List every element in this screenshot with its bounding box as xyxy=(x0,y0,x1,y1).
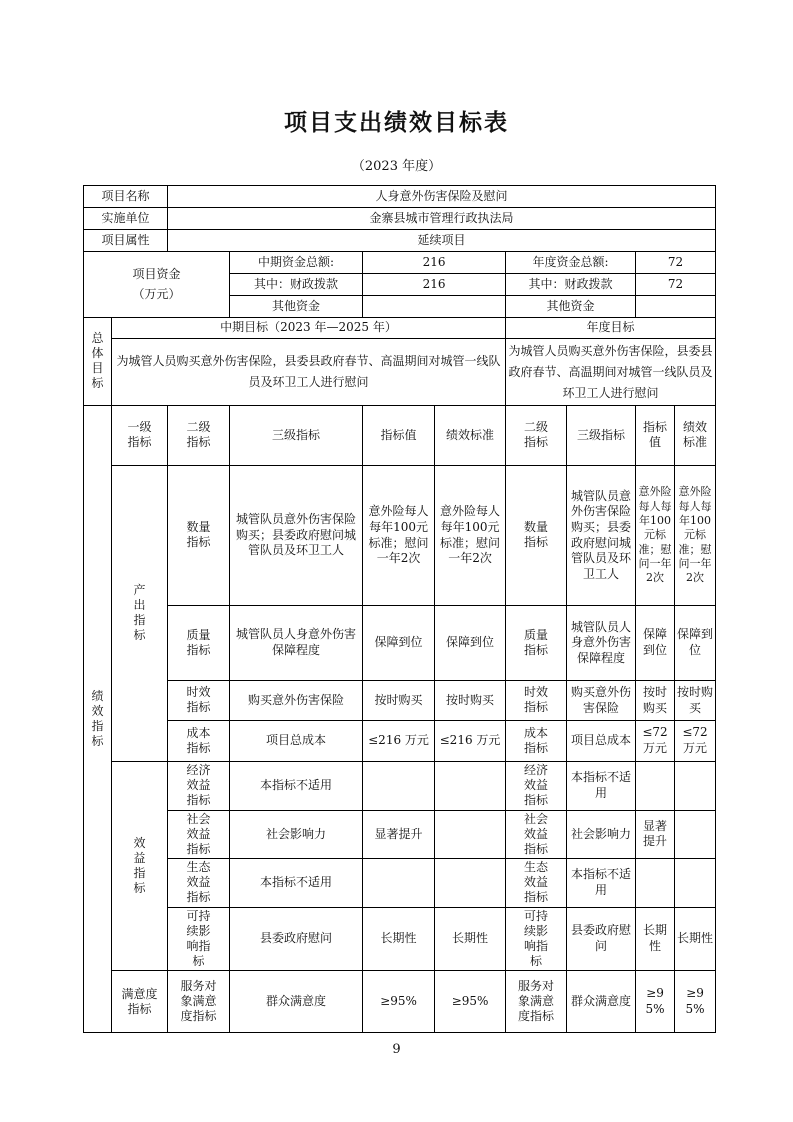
row-quantity xyxy=(84,466,716,606)
attr-label: 项目属性 xyxy=(84,230,168,252)
project-name-label: 项目名称 xyxy=(84,186,168,208)
cost-standard-right: ≤72 万元 xyxy=(675,721,716,762)
quality-standard: 保障到位 xyxy=(435,606,506,681)
service-lvl3: 群众满意度 xyxy=(230,971,363,1033)
lvl1-header: 一级指标 xyxy=(127,420,152,450)
social-lvl3-right: 社会影响力 xyxy=(567,810,636,859)
attr-value: 延续项目 xyxy=(168,230,716,252)
quality-lvl3: 城管队员人身意外伤害保障程度 xyxy=(230,606,363,681)
row-social xyxy=(84,810,716,859)
service-value-right: ≥95% xyxy=(636,971,675,1033)
funds-label: 项目资金（万元） xyxy=(132,267,181,301)
quantity-standard: 意外险每人每年100元标准；慰问一年2次 xyxy=(435,466,506,606)
cost-lvl2-right: 成本指标 xyxy=(524,725,549,755)
row-service xyxy=(84,971,716,1033)
economic-lvl2: 经济效益指标 xyxy=(186,763,211,807)
sustainable-value-right: 长期性 xyxy=(636,907,675,971)
service-standard-right: ≥95% xyxy=(675,971,716,1033)
sustainable-lvl2: 可持续影响指标 xyxy=(186,908,211,968)
timeliness-standard-right: 按时购买 xyxy=(675,681,716,721)
row-goal-text xyxy=(84,339,716,406)
sustainable-lvl2-right: 可持续影响指标 xyxy=(524,908,549,968)
performance-table xyxy=(83,185,716,1033)
social-value-right: 显著提升 xyxy=(636,810,675,859)
unit-label: 实施单位 xyxy=(84,208,168,230)
sustainable-lvl3: 县委政府慰问 xyxy=(230,907,363,971)
ecological-lvl2-right: 生态效益指标 xyxy=(524,860,549,905)
row-project-name xyxy=(84,186,716,208)
cost-value: ≤216 万元 xyxy=(363,721,435,762)
year-label: （2023 年度） xyxy=(351,159,442,174)
ecological-lvl3: 本指标不适用 xyxy=(230,859,363,908)
service-lvl2: 服务对象满意度指标 xyxy=(180,979,217,1024)
row-quality xyxy=(84,606,716,681)
benefit-group-label: 效益指标 xyxy=(133,835,146,895)
page-title: 项目支出绩效目标表 xyxy=(284,110,509,136)
unit-value: 金寨县城市管理行政执法局 xyxy=(168,208,716,230)
perf-label: 绩效指标 xyxy=(91,688,104,748)
quality-value: 保障到位 xyxy=(363,606,435,681)
quantity-lvl2-right: 数量指标 xyxy=(524,520,549,550)
quantity-standard-right: 意外险每人每年100元标准；慰问一年2次 xyxy=(675,466,716,606)
timeliness-lvl2: 时效指标 xyxy=(186,685,211,715)
year-goal-header: 年度目标 xyxy=(506,318,716,339)
quality-lvl3-right: 城管队员人身意外伤害保障程度 xyxy=(567,606,636,681)
row-cost xyxy=(84,721,716,762)
year-other-label: 其他资金 xyxy=(506,296,636,318)
timeliness-lvl3-right: 购买意外伤害保险 xyxy=(567,681,636,721)
page-number: 9 xyxy=(392,1042,401,1057)
sustainable-lvl3-right: 县委政府慰问 xyxy=(567,907,636,971)
timeliness-value-right: 按时购买 xyxy=(636,681,675,721)
sustainable-standard-right: 长期性 xyxy=(675,907,716,971)
social-value: 显著提升 xyxy=(363,810,435,859)
quality-lvl2: 质量指标 xyxy=(186,627,211,657)
mid-goal-header: 中期目标（2023 年—2025 年） xyxy=(112,318,506,339)
year-fiscal-value: 72 xyxy=(636,274,716,296)
social-standard xyxy=(435,810,506,859)
economic-lvl3: 本指标不适用 xyxy=(230,762,363,811)
standard-header: 绩效标准 xyxy=(435,406,506,466)
cost-lvl3-right: 项目总成本 xyxy=(567,721,636,762)
cost-standard: ≤216 万元 xyxy=(435,721,506,762)
economic-lvl3-right: 本指标不适用 xyxy=(567,762,636,811)
project-name-value: 人身意外伤害保险及慰问 xyxy=(168,186,716,208)
mid-goal-text: 为城管人员购买意外伤害保险，县委县政府春节、高温期间对城管一线队员及环卫工人进行慰问 xyxy=(112,339,506,406)
mid-total-label: 中期资金总额: xyxy=(230,252,363,274)
mid-other-label: 其他资金 xyxy=(230,296,363,318)
timeliness-lvl2-right: 时效指标 xyxy=(524,685,549,715)
year-other-value xyxy=(636,296,716,318)
service-lvl2-right: 服务对象满意度指标 xyxy=(518,979,555,1024)
goals-label: 总体目标 xyxy=(91,331,104,391)
year-total-value: 72 xyxy=(636,252,716,274)
economic-standard xyxy=(435,762,506,811)
ecological-value xyxy=(363,859,435,908)
social-lvl3: 社会影响力 xyxy=(230,810,363,859)
row-attr xyxy=(84,230,716,252)
service-standard: ≥95% xyxy=(435,971,506,1033)
ecological-standard xyxy=(435,859,506,908)
quantity-lvl3: 城管队员意外伤害保险购买；县委政府慰问城管队员及环卫工人 xyxy=(230,466,363,606)
quantity-value-right: 意外险每人每年100元标准；慰问一年2次 xyxy=(636,466,675,606)
ecological-lvl3-right: 本指标不适用 xyxy=(567,859,636,908)
year-fiscal-label: 其中：财政拨款 xyxy=(506,274,636,296)
social-lvl2-right: 社会效益指标 xyxy=(524,811,549,856)
quantity-value: 意外险每人每年100元标准；慰问一年2次 xyxy=(363,466,435,606)
service-value: ≥95% xyxy=(363,971,435,1033)
cost-lvl3: 项目总成本 xyxy=(230,721,363,762)
quality-lvl2-right: 质量指标 xyxy=(524,627,549,657)
sustainable-value: 长期性 xyxy=(363,907,435,971)
mid-other-value xyxy=(363,296,506,318)
lvl2-header: 二级指标 xyxy=(186,420,211,450)
value-header: 指标值 xyxy=(363,406,435,466)
mid-fiscal-value: 216 xyxy=(363,274,506,296)
row-sustainable xyxy=(84,907,716,971)
row-goal-headers xyxy=(84,318,716,339)
timeliness-lvl3: 购买意外伤害保险 xyxy=(230,681,363,721)
sustainable-standard: 长期性 xyxy=(435,907,506,971)
economic-value xyxy=(363,762,435,811)
output-group-label: 产出指标 xyxy=(133,583,146,643)
economic-standard-right xyxy=(675,762,716,811)
cost-value-right: ≤72 万元 xyxy=(636,721,675,762)
lvl3-header: 三级指标 xyxy=(230,406,363,466)
service-lvl3-right: 群众满意度 xyxy=(567,971,636,1033)
ecological-standard-right xyxy=(675,859,716,908)
row-indicator-header xyxy=(84,406,716,466)
social-lvl2: 社会效益指标 xyxy=(186,811,211,856)
economic-lvl2-right: 经济效益指标 xyxy=(524,763,549,807)
timeliness-value: 按时购买 xyxy=(363,681,435,721)
row-economic xyxy=(84,762,716,811)
row-funds-total xyxy=(84,252,716,274)
mid-total-value: 216 xyxy=(363,252,506,274)
timeliness-standard: 按时购买 xyxy=(435,681,506,721)
row-timeliness xyxy=(84,681,716,721)
quantity-lvl2: 数量指标 xyxy=(186,520,211,550)
quality-value-right: 保障到位 xyxy=(636,606,675,681)
standard-header-right: 绩效标准 xyxy=(683,420,708,450)
ecological-lvl2: 生态效益指标 xyxy=(186,860,211,905)
satisfaction-group-label: 满意度指标 xyxy=(121,986,158,1016)
row-unit xyxy=(84,208,716,230)
lvl3-header-right: 三级指标 xyxy=(567,406,636,466)
social-standard-right xyxy=(675,810,716,859)
mid-fiscal-label: 其中：财政拨款 xyxy=(230,274,363,296)
year-total-label: 年度资金总额: xyxy=(506,252,636,274)
economic-value-right xyxy=(636,762,675,811)
quality-standard-right: 保障到位 xyxy=(675,606,716,681)
ecological-value-right xyxy=(636,859,675,908)
quantity-lvl3-right: 城管队员意外伤害保险购买；县委政府慰问城管队员及环卫工人 xyxy=(567,466,636,606)
cost-lvl2: 成本指标 xyxy=(186,725,211,755)
lvl2-header-right: 二级指标 xyxy=(524,420,549,450)
year-goal-text: 为城管人员购买意外伤害保险，县委县政府春节、高温期间对城管一线队员及环卫工人进行慰问 xyxy=(506,339,716,406)
value-header-right: 指标值 xyxy=(643,420,668,450)
row-ecological xyxy=(84,859,716,908)
